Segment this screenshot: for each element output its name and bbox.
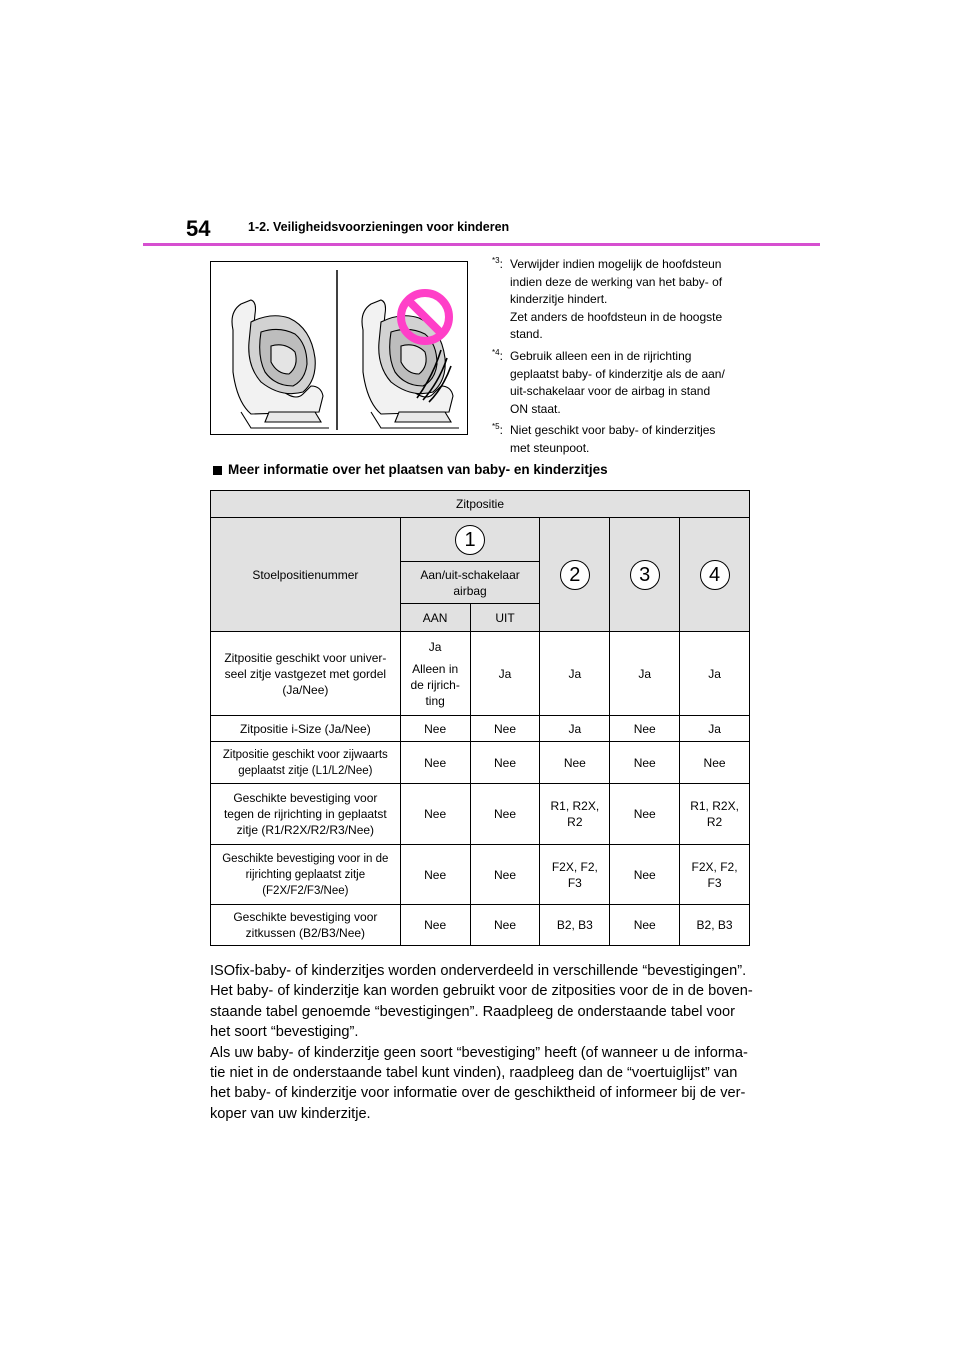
cell-uit: Nee [470,716,540,742]
cell-uit: Nee [470,905,540,946]
cell-seat-2: Nee [540,742,610,784]
airbag-switch-header: Aan/uit-schakelaar airbag [400,562,540,604]
footnote [492,348,762,418]
footnote-mark: $^{*4}$: [492,347,503,363]
seat-number-4-icon: 4 [700,560,730,590]
cell-seat-3: Nee [610,845,680,905]
seat-position-table [210,490,750,946]
table-title: Zitpositie [211,491,750,518]
cell-seat-4: Ja [680,632,750,716]
footnotes [492,256,762,462]
footnote [492,256,762,344]
seat-number-3-icon: 3 [630,560,660,590]
body-paragraph: ISOfix-baby- of kinderzitjes worden onderverdeeld in verschillende “bevestigingen”. Het baby- of kinderzitje kan worden gebruikt voor de zitposities voor de in de boven- staande tabel genoemde “bevestigingen”. Raadpleeg de onderstaande tabel voor het soort “bevestiging”. [210,963,753,1041]
child-seat-illustration [210,261,468,435]
row-label: Geschikte bevestiging voor zitkussen (B2/B3/Nee) [211,905,401,946]
subheading [213,462,608,477]
subheading-text: Meer informatie over het plaatsen van baby- en kinderzitjes [228,462,608,477]
table-row [211,716,750,742]
cell-note: Alleen in de rijrich- ting [410,661,460,708]
table-row [211,905,750,946]
table-row [211,845,750,905]
cell-seat-2: Ja [540,632,610,716]
row-label: Zitpositie geschikt voor univer- seel zitje vastgezet met gordel (Ja/Nee) [211,632,401,716]
child-seat-drawing [211,262,467,434]
seat-1-header [400,518,540,562]
cell-aan: Nee [400,845,470,905]
cell-aan: Nee [400,784,470,845]
seat-number-label: Stoelpositienummer [211,518,401,632]
cell-seat-2: Ja [540,716,610,742]
cell-aan: Nee [400,716,470,742]
row-label: Geschikte bevestiging voor tegen de rijrichting in geplaatst zitje (R1/R2X/R2/R3/Nee) [211,784,401,845]
seat-number-1-icon: 1 [455,525,485,555]
row-label: Geschikte bevestiging voor in de rijrichting geplaatst zitje (F2X/F2/F3/Nee) [211,845,401,905]
footnote-text: Niet geschikt voor baby- of kinderzitjes met steunpoot. [510,423,716,455]
cell-seat-3: Nee [610,784,680,845]
seat-3-header [610,518,680,632]
footnote [492,422,762,457]
cell-aan: Nee [400,905,470,946]
cell-uit: Nee [470,784,540,845]
section-title: 1-2. Veiligheidsvoorzieningen voor kinderen [248,220,510,234]
table-row [211,632,750,716]
airbag-on-header: AAN [400,604,470,632]
cell-seat-2: B2, B3 [540,905,610,946]
rear-facing-seat-allowed [232,300,329,428]
seat-number-2-icon: 2 [560,560,590,590]
cell-seat-3: Ja [610,632,680,716]
seat-2-header [540,518,610,632]
table-row [211,742,750,784]
cell-seat-4: Nee [680,742,750,784]
cell-seat-4: B2, B3 [680,905,750,946]
bullet-square-icon [213,466,222,475]
seat-4-header [680,518,750,632]
airbag-off-header: UIT [470,604,540,632]
header-rule [143,243,820,246]
cell-seat-3: Nee [610,905,680,946]
footnote-mark: $^{*3}$: [492,256,503,271]
seat-not-allowed [362,300,459,428]
cell-seat-2: R1, R2X, R2 [540,784,610,845]
row-label: Zitpositie i-Size (Ja/Nee) [211,716,401,742]
cell-seat-3: Nee [610,716,680,742]
cell-seat-2: F2X, F2, F3 [540,845,610,905]
table-row [211,784,750,845]
cell-seat-4: F2X, F2, F3 [680,845,750,905]
body-paragraph: Als uw baby- of kinderzitje geen soort “bevestiging” heeft (of wanneer u de informa- tie niet in de onderstaande tabel kunt vinden), raadpleeg dan de “voertuiglijst” van het baby- of kinderzitje voor informatie over de geschiktheid of informeer bij de ver- koper van uw kinderzitje. [210,1044,748,1122]
footnote-text: Gebruik alleen een in de rijrichting geplaatst baby- of kinderzitje als de aan/ uit-schakelaar voor de airbag in stand ON staat. [510,348,725,416]
row-label: Zitpositie geschikt voor zijwaarts geplaatst zitje (L1/L2/Nee) [211,742,401,784]
page-number: 54 [186,216,211,241]
cell-aan [400,632,470,716]
footnote-text: Verwijder indien mogelijk de hoofdsteun indien deze de werking van het baby- of kinderzitje hindert. Zet anders de hoofdsteun in de hoogste stand. [510,257,723,342]
cell-uit: Ja [470,632,540,716]
cell-seat-4: R1, R2X, R2 [680,784,750,845]
cell-uit: Nee [470,742,540,784]
cell-aan: Nee [400,742,470,784]
cell-seat-3: Nee [610,742,680,784]
cell-value: Ja [428,639,442,654]
footnote-mark: $^{*5}$: [492,422,503,438]
body-text [210,961,758,1124]
cell-uit: Nee [470,845,540,905]
cell-seat-4: Ja [680,716,750,742]
